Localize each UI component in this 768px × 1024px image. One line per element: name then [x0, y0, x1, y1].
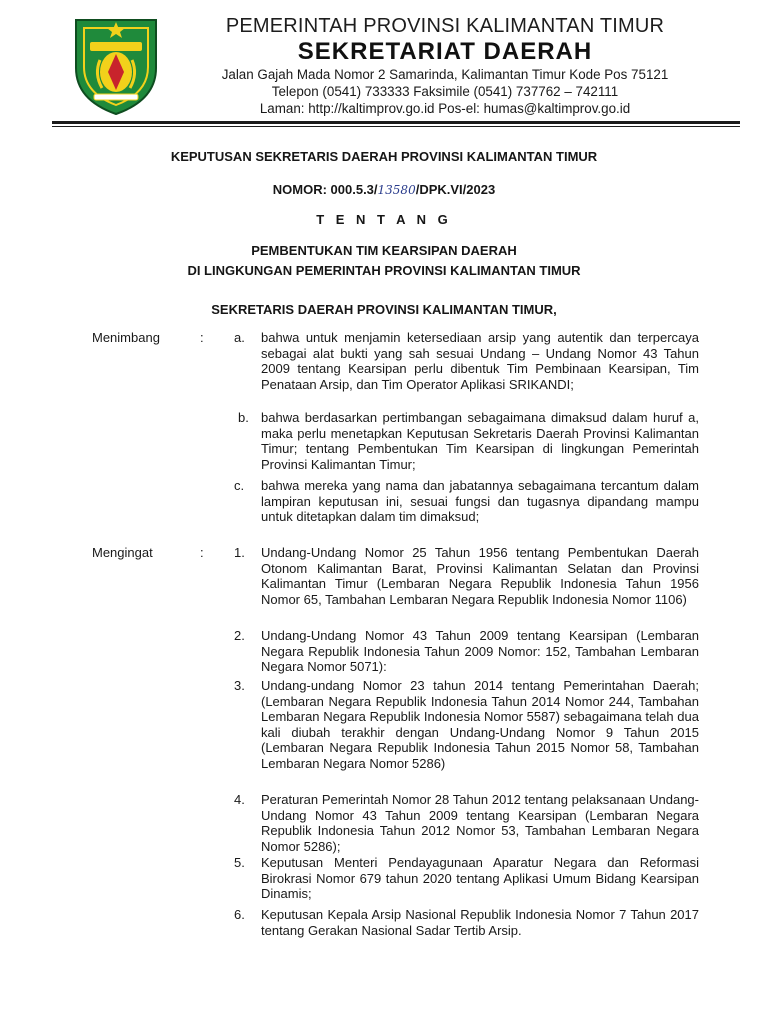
- office-address: Jalan Gajah Mada Nomor 2 Samarinda, Kalimantan Timur Kode Pos 75121: [221, 67, 669, 82]
- office-phone: Telepon (0541) 733333 Faksimile (0541) 737762 – 742111: [271, 84, 619, 99]
- letterhead-divider-thin: [52, 126, 740, 127]
- decree-number: [60, 182, 708, 197]
- item-text: bahwa mereka yang nama dan jabatannya sebagaimana tercantum dalam lampiran keputusan ini, sesuai fungsi dan tugasnya dipandang mampu untuk ditetapkan dalam tim dimaksud;: [261, 478, 699, 524]
- item-text: Keputusan Kepala Arsip Nasional Republik Indonesia Nomor 7 Tahun 2017 tentang Gerakan Nasional Sadar Tertib Arsip.: [261, 907, 699, 938]
- mengingat-colon: :: [200, 545, 204, 560]
- decree-number-handwritten: 13580: [377, 183, 416, 197]
- item-marker: 5.: [234, 855, 245, 870]
- office-name: SEKRETARIAT DAERAH: [297, 38, 593, 65]
- decree-number-suffix: /DPK.VI/2023: [415, 182, 496, 197]
- signatory-heading: SEKRETARIS DAERAH PROVINSI KALIMANTAN TIMUR,: [211, 302, 557, 317]
- mengingat-label: Mengingat: [92, 545, 153, 560]
- item-marker: 6.: [234, 907, 245, 922]
- decree-title: KEPUTUSAN SEKRETARIS DAERAH PROVINSI KALIMANTAN TIMUR: [170, 149, 598, 164]
- subject-line-1: PEMBENTUKAN TIM KEARSIPAN DAERAH: [251, 243, 517, 258]
- decree-subject: [60, 241, 708, 281]
- item-marker: 1.: [234, 545, 245, 560]
- letterhead: [175, 14, 715, 117]
- item-marker: 4.: [234, 792, 245, 807]
- item-text: Undang-undang Nomor 23 tahun 2014 tentang Pemerintahan Daerah; (Lembaran Negara Republik Indonesia Tahun 2014 Nomor 244, Tambahan Lembaran Negara Republik Indonesia Nomor 5587) sebagaimana telah dua kali diubah terakhir dengan Undang-Undang Nomor 9 Tahun 2015 (Lembaran Negara Republik Indonesia Tahun 2015 Nomor 58, Tambahan Lembaran Negara Nomor 5286): [261, 678, 699, 771]
- item-text: Undang-Undang Nomor 25 Tahun 1956 tentang Pembentukan Daerah Otonom Kalimantan Barat, Provinsi Kalimantan Selatan dan Provinsi Kalimantan Timur (Lembaran Negara Republik Indonesia Tahun 1956 Nomor 65, Tambahan Lembaran Negara Republik Indonesia Nomor 1106): [261, 545, 699, 607]
- item-marker: a.: [234, 330, 245, 345]
- menimbang-label: Menimbang: [92, 330, 160, 345]
- letterhead-divider-thick: [52, 121, 740, 124]
- item-marker: 3.: [234, 678, 245, 693]
- subject-line-2: DI LINGKUNGAN PEMERINTAH PROVINSI KALIMANTAN TIMUR: [187, 263, 581, 278]
- about-heading: T E N T A N G: [316, 212, 452, 227]
- government-name: PEMERINTAH PROVINSI KALIMANTAN TIMUR: [225, 15, 665, 37]
- item-text: bahwa untuk menjamin ketersediaan arsip yang autentik dan terpercaya sebagai alat bukti yang sah sesuai Undang – Undang Nomor 43 Tahun 2009 tentang Kearsipan perlu dibentuk Tim Pembinaan Kearsipan, Tim Penataan Arsip, dan Tim Operator Aplikasi SRIKANDI;: [261, 330, 699, 392]
- decree-number-prefix: NOMOR: 000.5.3/: [272, 182, 378, 197]
- item-text: Peraturan Pemerintah Nomor 28 Tahun 2012 tentang pelaksanaan Undang-Undang Nomor 43 Tahun 2009 tentang Kearsipan (Lembaran Negara Republik Indonesia Tahun 2012 Nomor 53, Tambahan Lembaran Negara Nomor 5286);: [261, 792, 699, 854]
- item-text: bahwa berdasarkan pertimbangan sebagaimana dimaksud dalam huruf a, maka perlu menetapkan Keputusan Sekretaris Daerah Provinsi Kalimantan Timur; tentang Pembentukan Tim Kearsipan di lingkungan Pemerintah Provinsi Kalimantan Timur;: [261, 410, 699, 472]
- menimbang-colon: :: [200, 330, 204, 345]
- item-marker: b.: [238, 410, 249, 425]
- item-text: Undang-Undang Nomor 43 Tahun 2009 tentang Kearsipan (Lembaran Negara Republik Indonesia Tahun 2009 Nomor: 152, Tambahan Lembaran Negara Nomor 5071):: [261, 628, 699, 674]
- item-marker: c.: [234, 478, 245, 493]
- provincial-emblem-icon: [70, 12, 162, 116]
- office-web: Laman: http://kaltimprov.go.id Pos-el: humas@kaltimprov.go.id: [259, 101, 631, 116]
- item-text: Keputusan Menteri Pendayagunaan Aparatur Negara dan Reformasi Birokrasi Nomor 679 tahun 2020 tentang Aplikasi Umum Bidang Kearsipan Dinamis;: [261, 855, 699, 901]
- item-marker: 2.: [234, 628, 245, 643]
